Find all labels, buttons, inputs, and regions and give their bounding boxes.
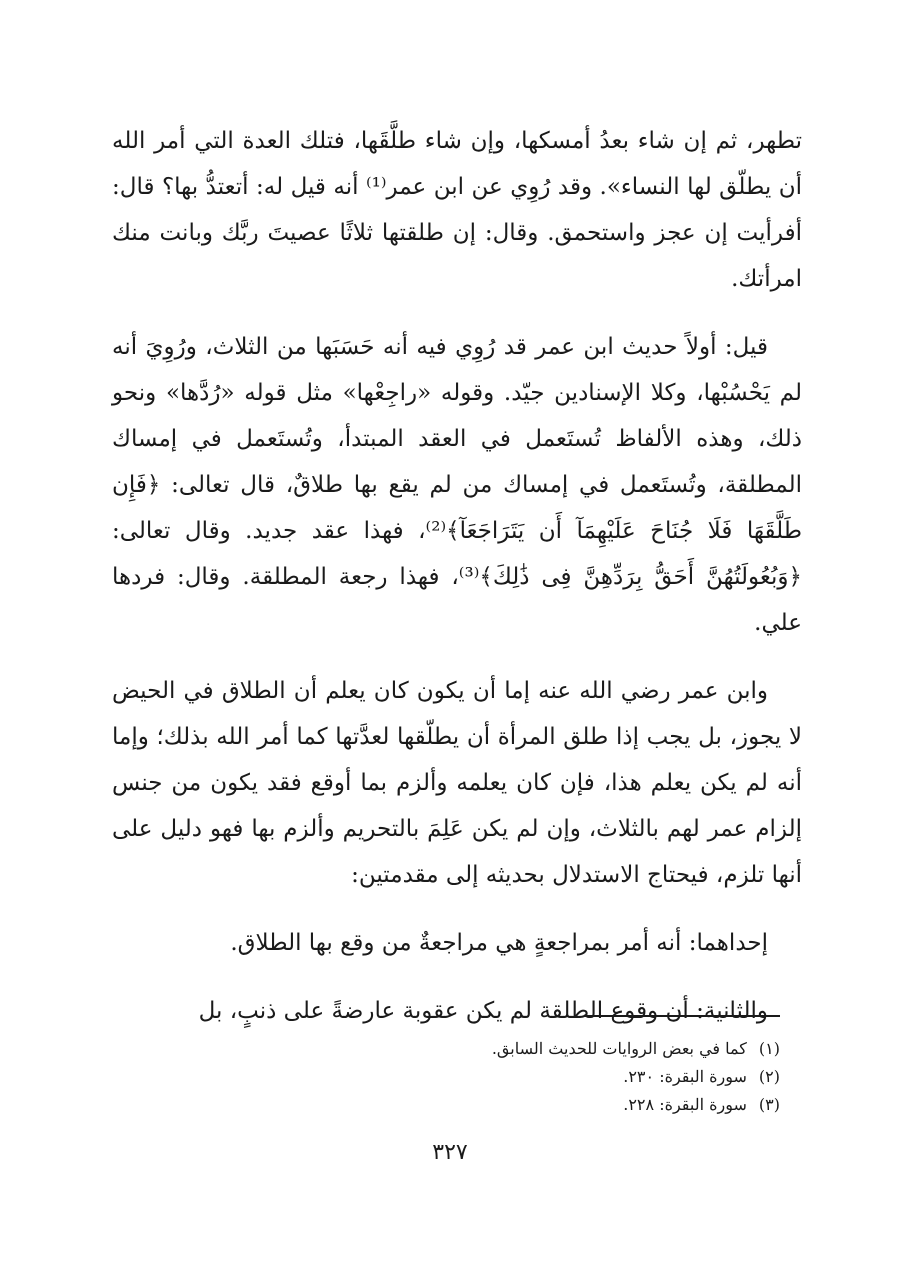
footnote-text: سورة البقرة: ٢٢٨. xyxy=(623,1095,747,1114)
paragraph-5: والثانية: أن وقوع الطلقة لم يكن عقوبة عارضةً على ذنبٍ، بل xyxy=(198,998,768,1024)
page-number: ٣٢٧ xyxy=(432,1140,468,1165)
main-text xyxy=(112,118,802,1034)
footnote-text: كما في بعض الروايات للحديث السابق. xyxy=(491,1039,747,1058)
footnote-item xyxy=(300,1091,780,1119)
paragraph-4: إحداهما: أنه أمر بمراجعةٍ هي مراجعةٌ من وقع بها الطلاق. xyxy=(230,930,768,956)
footnote-item xyxy=(300,1035,780,1063)
footnote-number: (١) xyxy=(758,1039,780,1058)
footnote-number: (٢) xyxy=(758,1067,780,1086)
footnote-number: (٣) xyxy=(758,1095,780,1114)
paragraph-3: وابن عمر رضي الله عنه إما أن يكون كان يعلم أن الطلاق في الحيض لا يجوز، بل يجب إذا طلق المرأة أن يطلّقها لعدَّتها كما أمر الله بذلك؛ وإما أنه لم يكن يعلم هذا، فإن كان يعلمه وألزم بما أوقع فقد يكون من جنس إلزام عمر لهم بالثلاث، وإن لم يكن عَلِمَ بالتحريم وألزم بها فهو دليل على أنها تلزم، فيحتاج الاستدلال بحديثه إلى مقدمتين: xyxy=(112,678,802,888)
paragraph-1: تطهر، ثم إن شاء بعدُ أمسكها، وإن شاء طلَّقَها، فتلك العدة التي أمر الله أن يطلّق لها النساء». وقد رُوِي عن ابن عمر⁽¹⁾ أنه قيل له: أتعتدُّ بها؟ قال: أفرأيت إن عجز واستحمق. وقال: إن طلقتها ثلاثًا عصيتَ ربَّك وبانت منك امرأتك. xyxy=(112,128,802,292)
footnote-item xyxy=(300,1063,780,1091)
footnotes xyxy=(300,1035,780,1119)
paragraph-2: قيل: أولاً حديث ابن عمر قد رُوِي فيه أنه حَسَبَها من الثلاث، ورُوِيَ أنه لم يَحْسُبْها، وكلا الإسنادين جيّد. وقوله «راجِعْها» مثل قوله «رُدَّها» ونحو ذلك، وهذه الألفاظ تُستَعمل في العقد المبتدأ، وتُستَعمل في إمساك المطلقة، وتُستَعمل في إمساك من لم يقع بها طلاقٌ، قال تعالى: ﴿فَإِن طَلَّقَهَا فَلَا جُنَاحَ عَلَيْهِمَآ أَن يَتَرَاجَعَآ﴾⁽²⁾، فهذا عقد جديد. وقال تعالى: ﴿وَبُعُولَتُهُنَّ أَحَقُّ بِرَدِّهِنَّ فِى ذَٰلِكَ﴾⁽³⁾، فهذا رجعة المطلقة. وقال: فردها علي. xyxy=(112,334,802,636)
footnote-separator xyxy=(584,1015,780,1017)
footnote-text: سورة البقرة: ٢٣٠. xyxy=(623,1067,747,1086)
